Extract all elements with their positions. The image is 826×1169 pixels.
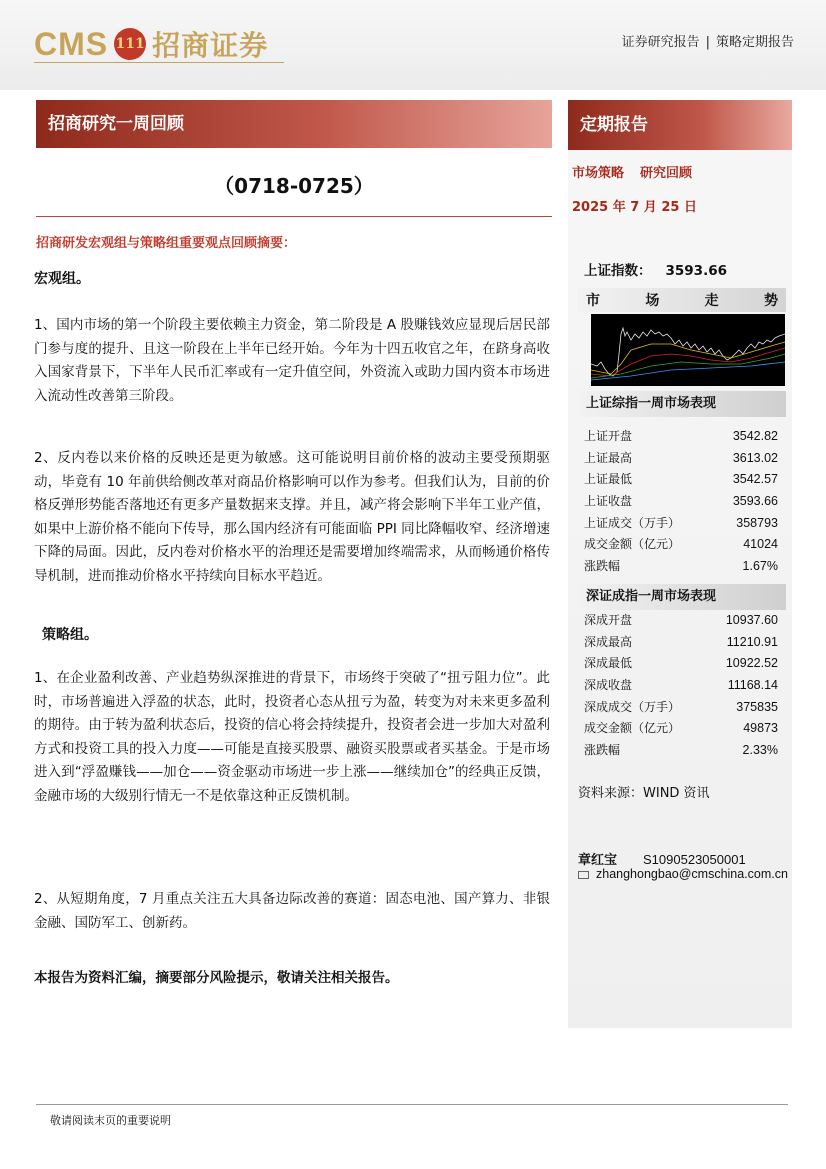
author-name: 章红宝 bbox=[578, 853, 618, 868]
header-report-subtype: 策略定期报告 bbox=[715, 35, 794, 50]
table-row bbox=[584, 675, 778, 697]
tag-market-strategy: 市场策略 bbox=[572, 166, 625, 181]
row-label: 深成开盘 bbox=[584, 613, 633, 627]
row-label: 深成最低 bbox=[584, 656, 633, 671]
row-label: 上证最高 bbox=[584, 450, 633, 465]
row-value: 3593.66 bbox=[732, 494, 778, 509]
sh-table-title-text: 上证综指一周市场表现 bbox=[586, 396, 717, 411]
row-value: 11168.14 bbox=[727, 678, 778, 693]
row-value: 1.67% bbox=[742, 559, 778, 574]
logo-chinese-text: 招商证券 bbox=[152, 29, 269, 62]
row-label: 成交金额（亿元） bbox=[584, 537, 681, 552]
author-license-code: S1090523050001 bbox=[643, 852, 746, 867]
data-source: 资料来源：WIND 资讯 bbox=[578, 786, 710, 801]
row-label: 涨跌幅 bbox=[584, 559, 621, 574]
disclaimer: 本报告为资料汇编，摘要部分风险提示，敬请关注相关报告。 bbox=[34, 970, 399, 986]
email-icon bbox=[578, 871, 589, 879]
summary-heading: 招商研发宏观组与策略组重要观点回顾摘要： bbox=[36, 236, 297, 251]
report-date-range: （0718-0725） bbox=[214, 174, 374, 198]
strategy-heading: 策略组。 bbox=[42, 627, 98, 643]
strategy-paragraph-2: 2、从短期角度，7 月重点关注五大具备边际改善的赛道：固态电池、国产算力、非银金融、国防军工、创新药。 bbox=[34, 891, 550, 931]
trend-ma-line-2 bbox=[591, 348, 785, 376]
sidebar-title: 定期报告 bbox=[580, 115, 648, 135]
logo-emblem-text: 111 bbox=[115, 36, 145, 52]
market-trend-chart bbox=[591, 314, 785, 386]
table-row bbox=[584, 718, 778, 740]
table-row bbox=[584, 632, 778, 654]
header-report-type bbox=[622, 31, 794, 50]
row-value: 49873 bbox=[743, 721, 778, 736]
tag-research-review: 研究回顾 bbox=[640, 166, 693, 181]
report-date: 2025 年 7 月 25 日 bbox=[572, 200, 697, 215]
row-value: 10937.60 bbox=[725, 613, 778, 627]
logo-cms-text: CMS bbox=[34, 25, 109, 62]
sh-index-label: 上证指数： bbox=[584, 263, 652, 279]
report-title: 招商研究一周回顾 bbox=[48, 114, 184, 134]
sidebar-tags bbox=[572, 162, 708, 181]
table-row bbox=[584, 556, 778, 578]
author-email[interactable]: zhanghongbao@cmschina.com.cn bbox=[596, 867, 788, 881]
table-row bbox=[584, 534, 778, 556]
table-row bbox=[584, 513, 778, 535]
row-label: 上证最低 bbox=[584, 472, 633, 487]
table-row bbox=[584, 610, 778, 632]
row-value: 41024 bbox=[743, 537, 778, 552]
sz-market-table bbox=[584, 610, 778, 762]
row-value: 10922.52 bbox=[725, 656, 778, 671]
row-value: 3542.57 bbox=[732, 472, 778, 487]
macro-paragraph-2: 2、反内卷以来价格的反映还是更为敏感。这可能说明目前价格的波动主要受预期驱动，毕竟有 10 年前供给侧改革对商品价格影响可以作为参考。但我们认为，目前的价格反弹形势能否落地还有更多产量数据来支撑。并且，减产将会影响下半年工业产值，如果中上游价格不能向下传导，那么国内经济有可能面临 PPI 同比降幅收窄、经济增速下降的局面。因此，反内卷对价格水平的治理还是需要增加终端需求，从而畅通价格传导机制，进而推动价格水平持续向目标水平趋近。 bbox=[34, 450, 550, 584]
title-divider bbox=[36, 216, 552, 217]
row-label: 深成成交（万手） bbox=[584, 699, 681, 714]
sz-table-title-text: 深证成指一周市场表现 bbox=[586, 589, 717, 604]
row-label: 上证开盘 bbox=[584, 429, 633, 443]
strategy-paragraph-1: 1、在企业盈利改善、产业趋势纵深推进的背景下，市场终于突破了“扭亏阻力位”。此时，市场普遍进入浮盈的状态，此时，投资者心态从扭亏为盈，转变为对未来更多盈利的期待。由于转为盈利状态后，投资的信心将会持续提升，投资者会进一步加大对盈利方式和投资工具的投入力度——可能是直接买股票、融资买股票或者买基金。于是市场进入到“浮盈赚钱——加仓——资金驱动市场进一步上涨——继续加仓”的经典正反馈，金融市场的大级别行情无一不是依靠这种正反馈机制。 bbox=[34, 670, 550, 804]
row-label: 涨跌幅 bbox=[584, 743, 621, 758]
table-row bbox=[584, 426, 778, 448]
sh-table-title bbox=[578, 391, 786, 417]
market-trend-heading bbox=[578, 288, 786, 312]
row-label: 深成收盘 bbox=[584, 678, 633, 693]
row-value: 3613.02 bbox=[732, 450, 778, 465]
row-value: 358793 bbox=[736, 515, 778, 530]
table-row bbox=[584, 448, 778, 470]
table-row bbox=[584, 491, 778, 513]
trend-char-2: 场 bbox=[645, 293, 660, 309]
macro-paragraph-1: 1、国内市场的第一个阶段主要依赖主力资金，第二阶段是 A 股赚钱效应显现后居民部门参与度的提升、且这一阶段在上半年已经开始。今年为十四五收官之年，在跻身高收入国家背景下，下半年人民币汇率或有一定升值空间，外资流入或助力国内资本市场进入流动性改善第三阶段。 bbox=[34, 317, 550, 404]
header-separator: | bbox=[705, 35, 710, 50]
sidebar-title-bar bbox=[568, 100, 792, 150]
sh-market-table bbox=[584, 426, 778, 578]
logo-emblem-icon bbox=[114, 28, 146, 60]
logo-underline bbox=[34, 62, 284, 63]
macro-heading: 宏观组。 bbox=[34, 271, 90, 287]
header-report-category: 证券研究报告 bbox=[621, 35, 700, 50]
trend-ma-line-3 bbox=[591, 354, 785, 378]
row-label: 上证收盘 bbox=[584, 494, 633, 509]
footer-divider bbox=[36, 1104, 788, 1105]
trend-char-3: 走 bbox=[704, 293, 719, 309]
row-label: 成交金额（亿元） bbox=[584, 721, 681, 736]
trend-char-4: 势 bbox=[763, 293, 778, 309]
row-value: 375835 bbox=[736, 699, 778, 714]
report-title-bar bbox=[36, 100, 552, 148]
table-row bbox=[584, 469, 778, 491]
row-label: 上证成交（万手） bbox=[584, 515, 681, 530]
trend-char-1: 市 bbox=[586, 293, 600, 309]
row-value: 3542.82 bbox=[732, 429, 778, 443]
table-row bbox=[584, 697, 778, 719]
row-value: 2.33% bbox=[742, 743, 778, 758]
sz-table-title bbox=[578, 584, 786, 610]
row-label: 深成最高 bbox=[584, 634, 633, 649]
footer-notice: 敬请阅读末页的重要说明 bbox=[50, 1114, 171, 1127]
row-value: 11210.91 bbox=[726, 634, 778, 649]
table-row bbox=[584, 653, 778, 675]
sh-index-value: 3593.66 bbox=[665, 263, 727, 279]
table-row bbox=[584, 740, 778, 762]
sh-index-line bbox=[584, 259, 727, 279]
company-logo[interactable] bbox=[34, 24, 268, 64]
